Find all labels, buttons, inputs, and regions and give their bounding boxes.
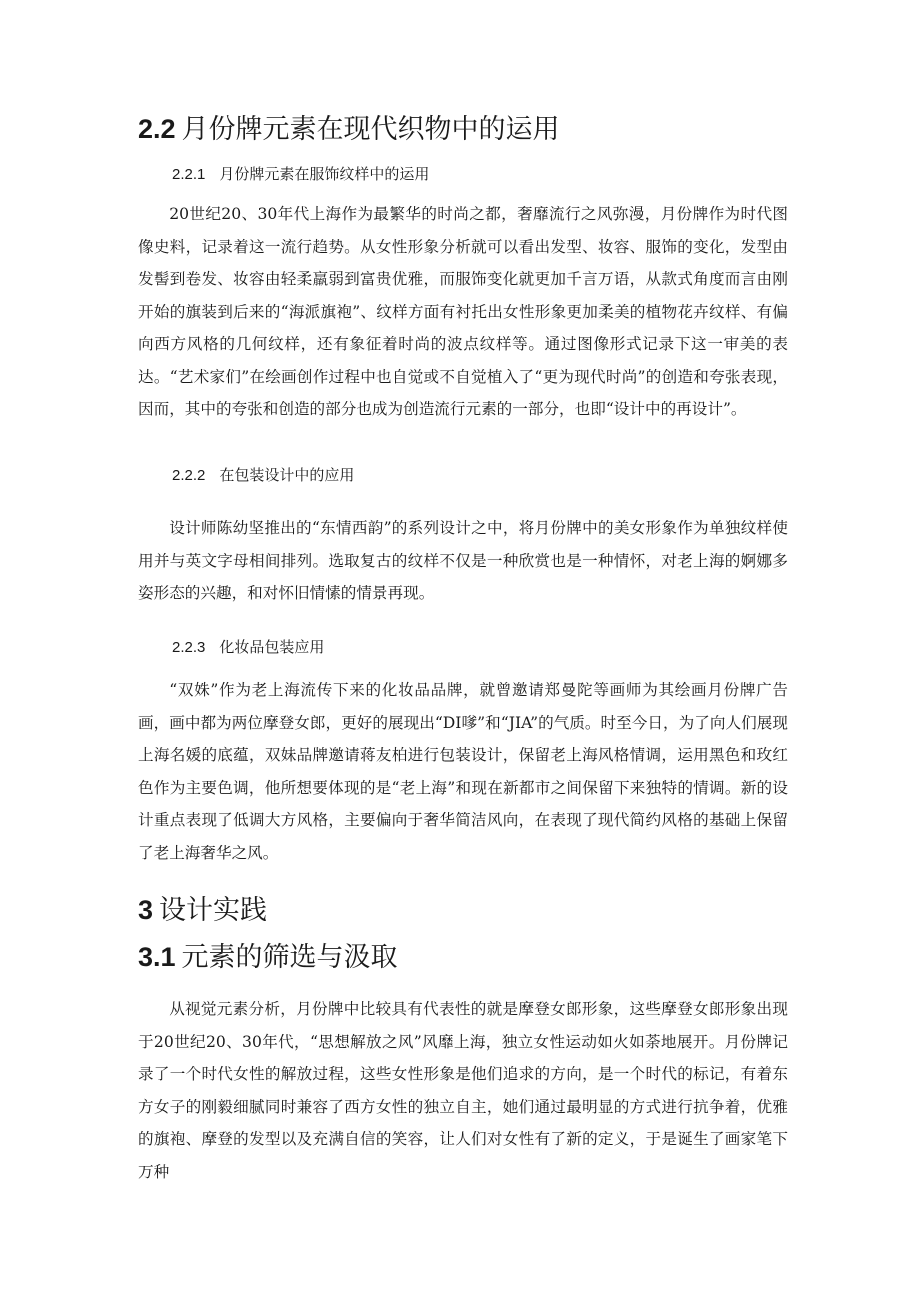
paragraph-3-1: 从视觉元素分析，月份牌中比较具有代表性的就是摩登女郎形象，这些摩登女郎形象出现于20世纪20、30年代，“思想解放之风”风靡上海，独立女性运动如火如荼地展开。月份牌记录了一个时代女性的解放过程，这些女性形象是他们追求的方向，是一个时代的标记，有着东方女子的刚毅细腻同时兼容了西方女性的独立自主，她们通过最明显的方式进行抗争着，优雅的旗袍、摩登的发型以及充满自信的笑容，让人们对女性有了新的定义，于是诞生了画家笔下万种 — [138, 1000, 788, 1181]
heading-title: 元素的筛选与汲取 — [181, 942, 398, 973]
heading-2-2-3 — [172, 637, 324, 658]
heading-number: 2.2.3 — [172, 639, 206, 656]
heading-number: 2.2.1 — [172, 166, 206, 183]
paragraph-2-2-3: “双姝”作为老上海流传下来的化妆品品牌，就曾邀请郑曼陀等画师为其绘画月份牌广告画，画中都为两位摩登女郎，更好的展现出“DI嗲”和“JIA”的气质。时至今日，为了向人们展现上海名媛的底蕴，双妹品牌邀请蒋友柏进行包装设计，保留老上海风格情调，运用黑色和玫红色作为主要色调，他所想要体现的是“老上海”和现在新都市之间保留下来独特的情调。新的设计重点表现了低调大方风格，主要偏向于奢华简洁风向，在表现了现代简约风格的基础上保留了老上海奢华之风。 — [138, 681, 788, 862]
heading-3-1 — [138, 940, 398, 975]
paragraph-2-2-2: 设计师陈幼坚推出的“东情西韵”的系列设计之中，将月份牌中的美女形象作为单独纹样使用并与英文字母相间排列。选取复古的纹样不仅是一种欣赏也是一种情怀，对老上海的婀娜多姿形态的兴趣，和对怀旧情愫的情景再现。 — [138, 519, 788, 602]
heading-title: 在包装设计中的应用 — [219, 466, 355, 484]
heading-3 — [138, 893, 267, 928]
heading-number: 3.1 — [138, 942, 176, 972]
paragraph-2-2-1: 20世纪20、30年代上海作为最繁华的时尚之都，奢靡流行之风弥漫，月份牌作为时代图像史料，记录着这一流行趋势。从女性形象分析就可以看出发型、妆容、服饰的变化，发型由发髻到卷发、妆容由轻柔羸弱到富贵优雅，而服饰变化就更加千言万语，从款式角度而言由刚开始的旗装到后来的“海派旗袍”、纹样方面有衬托出女性形象更加柔美的植物花卉纹样、有偏向西方风格的几何纹样，还有象征着时尚的波点纹样等。通过图像形式记录下这一审美的表达。“艺术家们”在绘画创作过程中也自觉或不自觉植入了“更为现代时尚”的创造和夸张表现，因而，其中的夸张和创造的部分也成为创造流行元素的一部分，也即“设计中的再设计”。 — [138, 205, 788, 418]
heading-2-2 — [138, 112, 560, 147]
heading-2-2-2 — [172, 465, 354, 486]
heading-title: 月份牌元素在现代织物中的运用 — [181, 114, 560, 145]
heading-title: 月份牌元素在服饰纹样中的运用 — [219, 165, 430, 183]
heading-number: 3 — [138, 895, 154, 925]
heading-number: 2.2 — [138, 114, 176, 144]
heading-title: 设计实践 — [159, 895, 268, 926]
heading-2-2-1 — [172, 164, 429, 185]
heading-title: 化妆品包装应用 — [219, 638, 325, 656]
heading-number: 2.2.2 — [172, 467, 206, 484]
